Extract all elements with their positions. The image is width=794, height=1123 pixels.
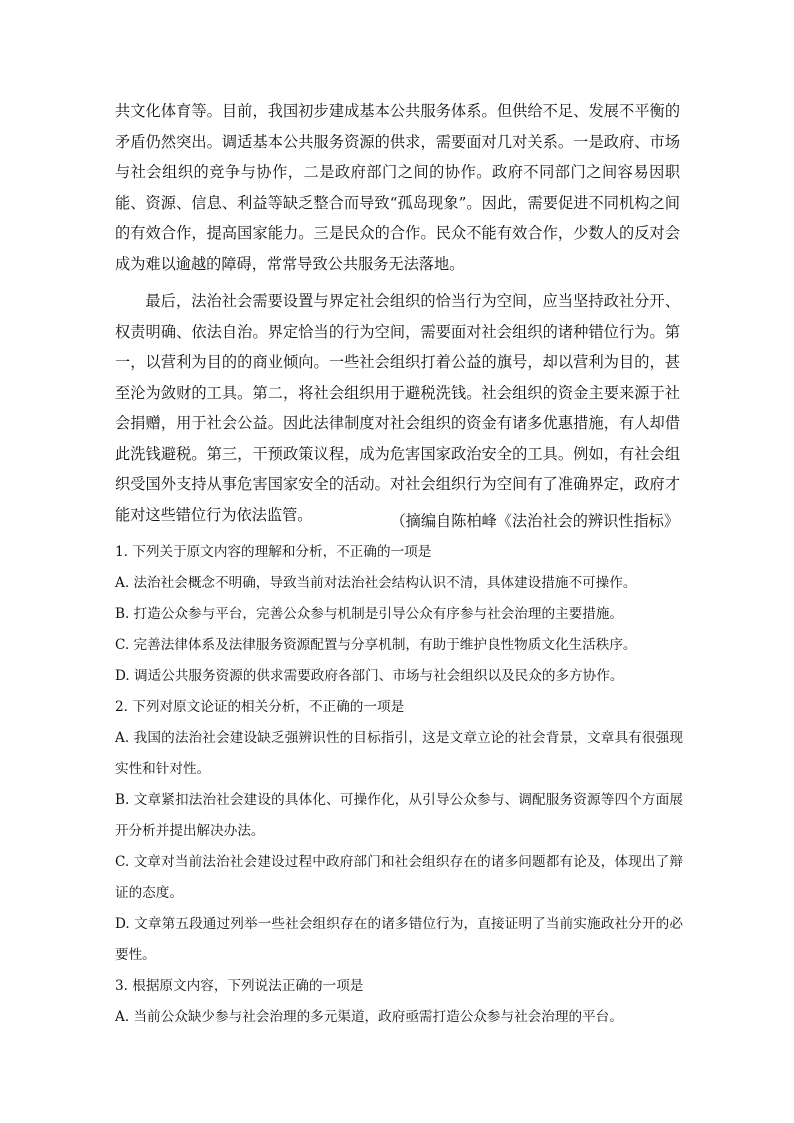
question-1-option-d: D. 调适公共服务资源的供求需要政府各部门、市场与社会组织以及民众的多方协作。 bbox=[115, 668, 624, 684]
question-1-option-b: B. 打造公众参与平台，完善公众参与机制是引导公众有序参与社会治理的主要措施。 bbox=[115, 606, 624, 622]
question-1-stem: 1. 下列关于原文内容的理解和分析，不正确的一项是 bbox=[115, 544, 432, 560]
question-2-option-c: C. 文章对当前法治社会建设过程中政府部门和社会组织存在的诸多问题都有论及，体现出了辩证的态度。 bbox=[115, 854, 683, 901]
question-3-stem: 3. 根据原文内容，下列说法正确的一项是 bbox=[115, 978, 364, 994]
question-1-option-c: C. 完善法律体系及法律服务资源配置与分享机制，有助于维护良性物质文化生活秩序。 bbox=[115, 637, 637, 653]
question-section bbox=[115, 537, 683, 1033]
question-2-option-a: A. 我国的法治社会建设缺乏强辨识性的目标指引，这是文章立论的社会背景，文章具有很强现实性和针对性。 bbox=[115, 730, 683, 777]
question-2-option-d: D. 文章第五段通过列举一些社会组织存在的诸多错位行为，直接证明了当前实施政社分开的必要性。 bbox=[115, 916, 683, 963]
question-2-stem: 2. 下列对原文论证的相关分析，不正确的一项是 bbox=[115, 699, 405, 715]
source-citation: （摘编自陈柏峰《法治社会的辨识性指标》 bbox=[390, 512, 679, 530]
question-1-option-a: A. 法治社会概念不明确，导致当前对法治社会结构认识不清，具体建设措施不可操作。 bbox=[115, 575, 637, 591]
question-2-option-b: B. 文章紧扣法治社会建设的具体化、可操作化，从引导公众参与、调配服务资源等四个方面展开分析并提出解决办法。 bbox=[115, 792, 683, 839]
passage-paragraph-2: 最后，法治社会需要设置与界定社会组织的恰当行为空间，应当坚持政社分开、权责明确、依法自治。界定恰当的行为空间，需要面对社会组织的诸种错位行为。第一，以营利为目的的商业倾向。一些社会组织打着公益的旗号，却以营利为目的，甚至沦为敛财的工具。第二，将社会组织用于避税洗钱。社会组织的资金主要来源于社会捐赠，用于社会公益。因此法律制度对社会组织的资金有诸多优惠措施，有人却借此洗钱避税。第三，干预政策议程，成为危害国家政治安全的工具。例如，有社会组织受国外支持从事危害国家安全的活动。对社会组织行为空间有了准确界定，政府才能对这些错位行为依法监管。 bbox=[115, 292, 680, 524]
passage-paragraph-1: 共文化体育等。目前，我国初步建成基本公共服务体系。但供给不足、发展不平衡的矛盾仍然突出。调适基本公共服务资源的供求，需要面对几对关系。一是政府、市场与社会组织的竞争与协作，二是政府部门之间的协作。政府不同部门之间容易因职能、资源、信息、利益等缺乏整合而导致“孤岛现象”。因此，需要促进不同机构之间的有效合作，提高国家能力。三是民众的合作。民众不能有效合作，少数人的反对会成为难以逾越的障碍，常常导致公共服务无法落地。 bbox=[115, 102, 680, 273]
question-3-option-a: A. 当前公众缺少参与社会治理的多元渠道，政府亟需打造公众参与社会治理的平台。 bbox=[115, 1009, 623, 1025]
